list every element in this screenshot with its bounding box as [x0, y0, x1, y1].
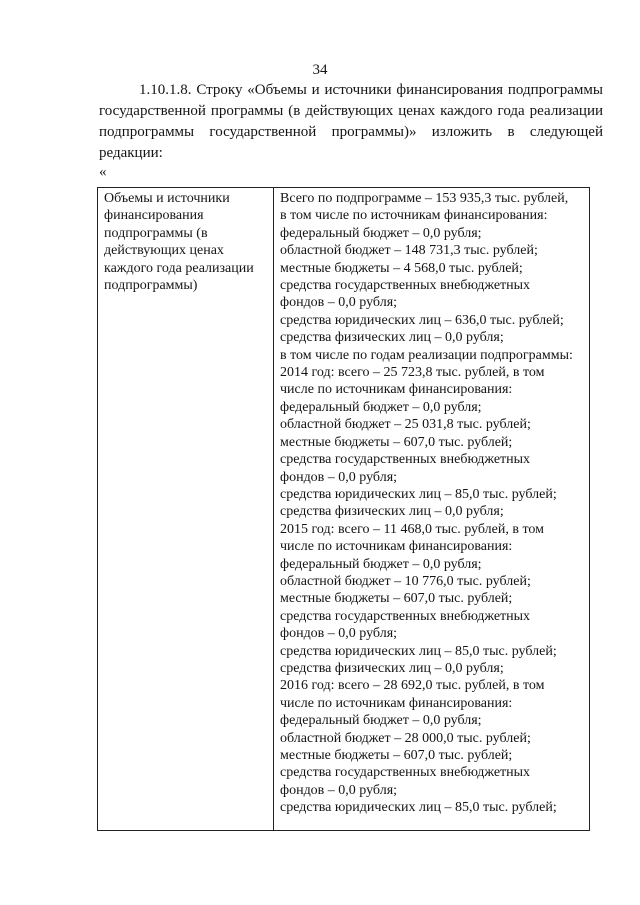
table-line: фондов – 0,0 рубля;: [280, 626, 398, 642]
table-line: числе по источникам финансирования:: [280, 539, 513, 555]
table-line: 2016 год: всего – 28 692,0 тыс. рублей, в том: [280, 678, 545, 694]
table-right-cell: [274, 188, 589, 830]
opening-quote-mark: «: [99, 164, 107, 180]
table-line: областной бюджет – 10 776,0 тыс. рублей;: [280, 573, 531, 589]
table-line: средства юридических лиц – 85,0 тыс. рублей;: [280, 643, 557, 659]
table-line: числе по источникам финансирования:: [280, 382, 513, 398]
table-line: областной бюджет – 25 031,8 тыс. рублей;: [280, 417, 531, 433]
table-line: средства юридических лиц – 636,0 тыс. рублей;: [280, 312, 564, 328]
table-line: местные бюджеты – 607,0 тыс. рублей;: [280, 591, 513, 607]
table-line: фондов – 0,0 рубля;: [280, 782, 398, 798]
table-line: 2014 год: всего – 25 723,8 тыс. рублей, в том: [280, 365, 545, 381]
table-line: фондов – 0,0 рубля;: [280, 295, 398, 311]
page-number: 34: [312, 62, 328, 78]
table-line: средства физических лиц – 0,0 рубля;: [280, 504, 504, 520]
table-left-cell: Объемы и источники финансирования подпрограммы (в действующих ценах каждого года реализации подпрограммы): [98, 188, 274, 830]
table-line: средства государственных внебюджетных: [280, 452, 531, 468]
table-line: Всего по подпрограмме – 153 935,3 тыс. рублей,: [280, 191, 569, 206]
table-line: федеральный бюджет – 0,0 рубля;: [280, 225, 482, 241]
table-line: в том числе по годам реализации подпрограммы:: [280, 347, 573, 363]
table-line: средства государственных внебюджетных: [280, 765, 531, 781]
table-line: средства юридических лиц – 85,0 тыс. рублей;: [280, 486, 557, 502]
table-line: фондов – 0,0 рубля;: [280, 469, 398, 485]
table-line: федеральный бюджет – 0,0 рубля;: [280, 399, 482, 415]
table-line: средства государственных внебюджетных: [280, 278, 531, 294]
table-line: средства физических лиц – 0,0 рубля;: [280, 660, 504, 676]
table-line: средства юридических лиц – 85,0 тыс. рублей;: [280, 800, 557, 816]
table-line: местные бюджеты – 4 568,0 тыс. рублей;: [280, 260, 523, 276]
amendment-paragraph: 1.10.1.8. Строку «Объемы и источники финансирования подпрограммы государственной программы (в действующих ценах каждого года реализации подпрограммы государственной программы)» изложить в следующей редакции:: [99, 82, 603, 161]
table-line: областной бюджет – 148 731,3 тыс. рублей;: [280, 243, 538, 259]
table-line: средства государственных внебюджетных: [280, 608, 531, 624]
funding-table: [97, 187, 590, 831]
table-line: федеральный бюджет – 0,0 рубля;: [280, 713, 482, 729]
table-line: в том числе по источникам финансирования:: [280, 208, 548, 224]
table-line: числе по источникам финансирования:: [280, 695, 513, 711]
table-line: средства физических лиц – 0,0 рубля;: [280, 330, 504, 346]
table-line: федеральный бюджет – 0,0 рубля;: [280, 556, 482, 572]
table-line: местные бюджеты – 607,0 тыс. рублей;: [280, 434, 513, 450]
table-line: местные бюджеты – 607,0 тыс. рублей;: [280, 748, 513, 763]
table-line: областной бюджет – 28 000,0 тыс. рублей;: [280, 730, 531, 746]
table-line: 2015 год: всего – 11 468,0 тыс. рублей, в том: [280, 521, 544, 537]
